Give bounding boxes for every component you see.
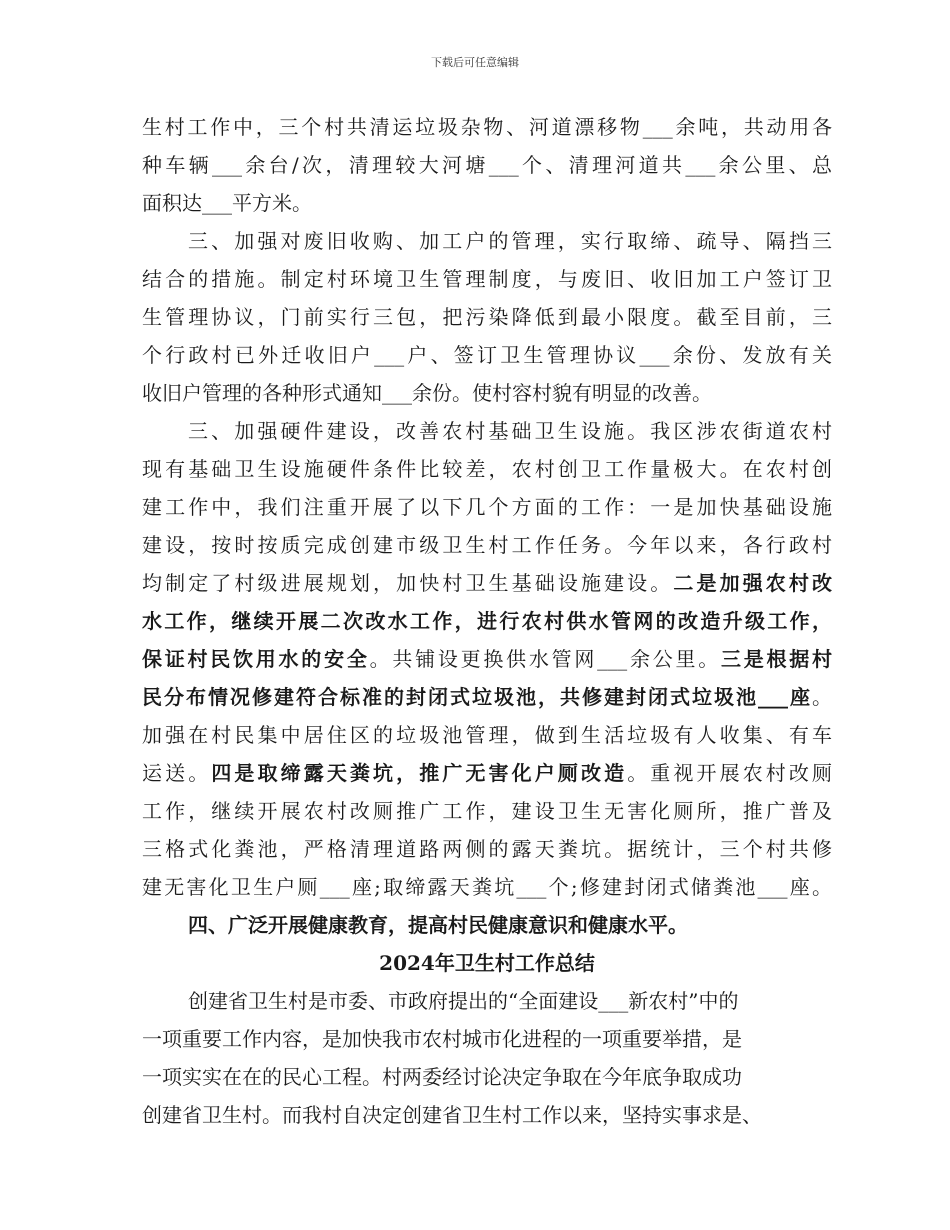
text-line (142, 640, 832, 678)
text-run: 工作，继续开展农村改厕推广工作，建设卫生无害化厕所，推广普及 (142, 799, 832, 823)
text-run: 三、加强硬件建设，改善农村基础卫生设施。我区涉农街道农村 (188, 419, 832, 443)
text-line (142, 1020, 832, 1058)
text-run: 收旧户管理的各种形式通知___余份。使村容村貌有明显的改善。 (142, 381, 712, 405)
text-line (142, 754, 832, 792)
text-line (142, 412, 832, 450)
text-run: 建工作中，我们注重开展了以下几个方面的工作：一是加快基础设施 (142, 495, 832, 519)
bold-text-run: 四是取缔露天粪坑，推广无害化户厕改造 (211, 761, 628, 785)
bold-text-run: 水工作，继续开展二次改水工作，进行农村供水管网的改造升级工作， (142, 609, 832, 633)
text-run: 三格式化粪池，严格清理道路两侧的露天粪坑。据统计，三个村共修 (142, 837, 832, 861)
text-run: 。共铺设更换供水管网___余公里。 (369, 647, 721, 671)
text-line (142, 146, 832, 184)
bold-text-run: 三是根据村 (720, 647, 833, 671)
text-line (142, 260, 832, 298)
text-line (142, 830, 832, 868)
text-run: 面积达___平方米。 (142, 191, 312, 215)
text-line (142, 602, 832, 640)
text-run: 。 (812, 685, 832, 709)
text-run: 创建省卫生村是市委、市政府提出的“全面建设___新农村”中的 (188, 989, 739, 1013)
text-run: 结合的措施。制定村环境卫生管理制度，与废旧、收旧加工户签订卫 (142, 267, 832, 291)
text-line (142, 108, 832, 146)
bold-text-run: 保证村民饮用水的安全 (142, 647, 370, 671)
bold-text-run: 民分布情况修建符合标准的封闭式垃圾池，共修建封闭式垃圾池___座 (142, 685, 812, 709)
text-line (142, 450, 832, 488)
text-run: 创建省卫生村。而我村自决定创建省卫生村工作以来，坚持实事求是、 (142, 1103, 762, 1127)
text-line (142, 792, 832, 830)
page-header: 下载后可任意编辑 (431, 56, 519, 69)
bold-text-run: 四、广泛开展健康教育，提高村民健康意识和健康水平。 (188, 913, 688, 937)
text-line (142, 564, 832, 602)
text-line (142, 906, 832, 944)
text-run: 运送。 (142, 761, 212, 785)
text-line (142, 1096, 832, 1134)
text-line (142, 336, 832, 374)
text-line (142, 526, 832, 564)
text-run: 种车辆___余台/次，清理较大河塘___个、清理河道共___余公里、总 (142, 153, 832, 177)
section-title (142, 944, 832, 982)
document-body (142, 108, 832, 1134)
text-run: 加强在村民集中居住区的垃圾池管理，做到生活垃圾有人收集、有车 (142, 723, 832, 747)
text-line (142, 488, 832, 526)
text-line (142, 716, 832, 754)
text-line (142, 868, 832, 906)
text-line (142, 374, 832, 412)
text-line (142, 982, 832, 1020)
text-run: 均制定了村级进展规划，加快村卫生基础设施建设。 (142, 571, 674, 595)
text-run: 个行政村已外迁收旧户___户、签订卫生管理协议___余份、发放有关 (142, 343, 832, 367)
text-line (142, 184, 832, 222)
text-line (142, 222, 832, 260)
text-line (142, 298, 832, 336)
text-run: 生管理协议，门前实行三包，把污染降低到最小限度。截至目前，三 (142, 305, 832, 329)
text-run: 一项重要工作内容，是加快我市农村城市化进程的一项重要举措，是 (142, 1027, 742, 1051)
text-run: 生村工作中，三个村共清运垃圾杂物、河道漂移物___余吨，共动用各 (142, 115, 832, 139)
bold-text-run: 2024年卫生村工作总结 (379, 951, 595, 975)
text-run: 建设，按时按质完成创建市级卫生村工作任务。今年以来，各行政村 (142, 533, 832, 557)
text-run: 。重视开展农村改厕 (627, 761, 833, 785)
bold-text-run: 二是加强农村改 (673, 571, 833, 595)
text-run: 现有基础卫生设施硬件条件比较差，农村创卫工作量极大。在农村创 (142, 457, 832, 481)
text-run: 三、加强对废旧收购、加工户的管理，实行取缔、疏导、隔挡三 (188, 229, 832, 253)
text-line (142, 678, 832, 716)
text-run: 一项实实在在的民心工程。村两委经讨论决定争取在今年底争取成功 (142, 1065, 742, 1089)
text-line (142, 1058, 832, 1096)
text-run: 建无害化卫生户厕___座;取缔露天粪坑___个;修建封闭式储粪池___座。 (142, 875, 832, 899)
